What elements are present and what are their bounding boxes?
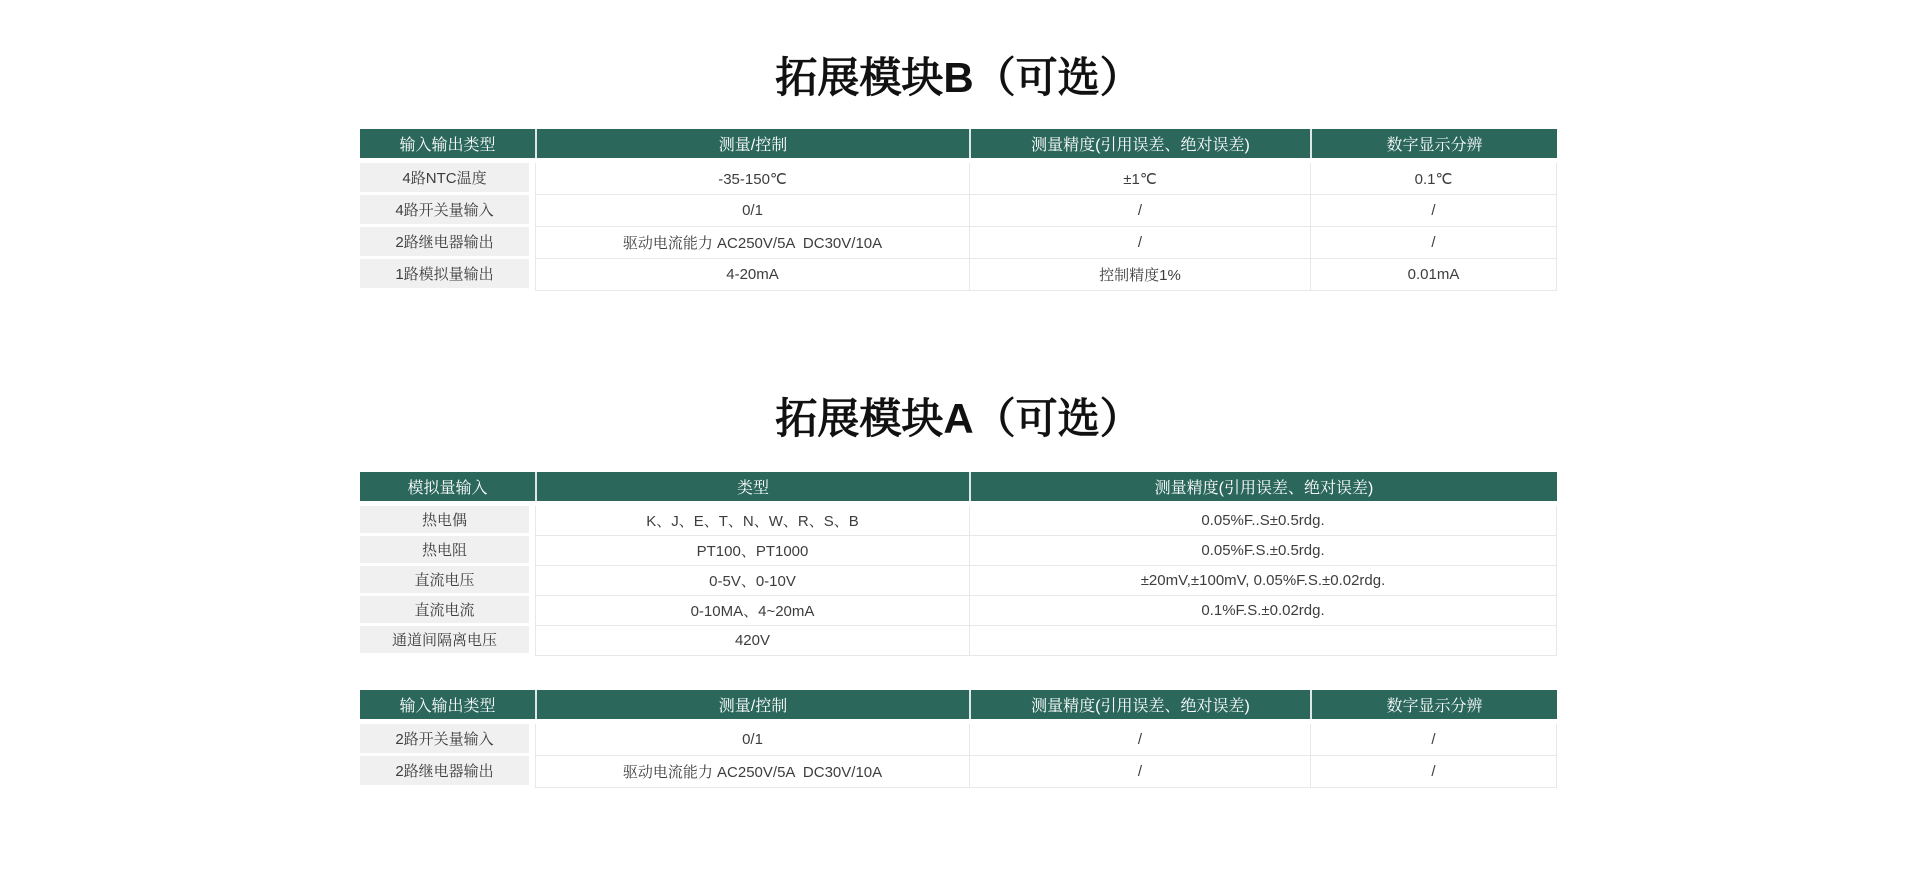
table-header-row [360,472,1557,501]
row-label-cell: 4路开关量输入 [360,195,535,227]
table-row [360,227,1557,259]
table-cell: 0/1 [535,724,969,756]
row-label-cell: 直流电流 [360,596,535,626]
table-cell: 控制精度1% [969,259,1310,291]
table-cell: ±1℃ [969,163,1310,195]
header-cell-measure-control: 测量/控制 [535,690,969,719]
table-cell: / [969,227,1310,259]
table-cell: 4-20mA [535,259,969,291]
table-row [360,724,1557,756]
table-cell: / [1310,756,1557,788]
header-cell-resolution: 数字显示分辨 [1310,129,1557,158]
table-header-row [360,690,1557,719]
table-cell: / [1310,195,1557,227]
table-cell: 420V [535,626,969,656]
section-a-title: 拓展模块A（可选） [775,395,1142,442]
table-cell: 驱动电流能力 AC250V/5A DC30V/10A [535,756,969,788]
table-cell: / [969,724,1310,756]
module-b-spec-table [360,129,1557,291]
header-cell-accuracy: 测量精度(引用误差、绝对误差) [969,129,1310,158]
table-cell: / [969,756,1310,788]
header-cell-io-type: 输入输出类型 [399,698,496,715]
row-label-cell: 热电阻 [360,536,535,566]
table-cell: 0.05%F..S±0.5rdg. [969,506,1557,536]
table-cell: 0-10MA、4~20mA [535,596,969,626]
module-a-analog-input-table [360,472,1557,656]
table-row [360,506,1557,536]
row-label-cell: 2路继电器输出 [360,756,535,788]
row-label-cell: 2路开关量输入 [360,724,535,756]
table-cell: 0.05%F.S.±0.5rdg. [969,536,1557,566]
table-cell: K、J、E、T、N、W、R、S、B [535,506,969,536]
header-cell-accuracy: 测量精度(引用误差、绝对误差) [969,472,1557,501]
row-label-cell: 通道间隔离电压 [360,626,535,656]
table-cell: -35-150℃ [535,163,969,195]
section-b-title: 拓展模块B（可选） [775,54,1142,101]
header-cell-analog-input: 模拟量输入 [407,480,488,497]
table-cell: / [1310,724,1557,756]
table-row [360,195,1557,227]
header-cell-accuracy: 测量精度(引用误差、绝对误差) [969,690,1310,719]
table-row [360,536,1557,566]
header-cell-measure-control: 测量/控制 [535,129,969,158]
table-cell: 0.01mA [1310,259,1557,291]
row-label-cell: 2路继电器输出 [360,227,535,259]
row-label-cell: 1路模拟量输出 [360,259,535,291]
table-row [360,566,1557,596]
row-label-cell: 热电偶 [360,506,535,536]
table-header-row [360,129,1557,158]
table-cell: 0.1℃ [1310,163,1557,195]
table-cell: 0/1 [535,195,969,227]
table-cell: 0-5V、0-10V [535,566,969,596]
module-a-io-table [360,690,1557,788]
table-cell: PT100、PT1000 [535,536,969,566]
table-row [360,756,1557,788]
table-cell: 驱动电流能力 AC250V/5A DC30V/10A [535,227,969,259]
table-cell [969,626,1557,656]
row-label-cell: 直流电压 [360,566,535,596]
table-row [360,626,1557,656]
header-cell-resolution: 数字显示分辨 [1310,690,1557,719]
table-row [360,596,1557,626]
row-label-cell: 4路NTC温度 [360,163,535,195]
table-cell: ±20mV,±100mV, 0.05%F.S.±0.02rdg. [969,566,1557,596]
table-cell: / [1310,227,1557,259]
table-row [360,259,1557,291]
table-row [360,163,1557,195]
table-cell: / [969,195,1310,227]
header-cell-type: 类型 [535,472,969,501]
table-cell: 0.1%F.S.±0.02rdg. [969,596,1557,626]
header-cell-io-type: 输入输出类型 [399,137,496,154]
